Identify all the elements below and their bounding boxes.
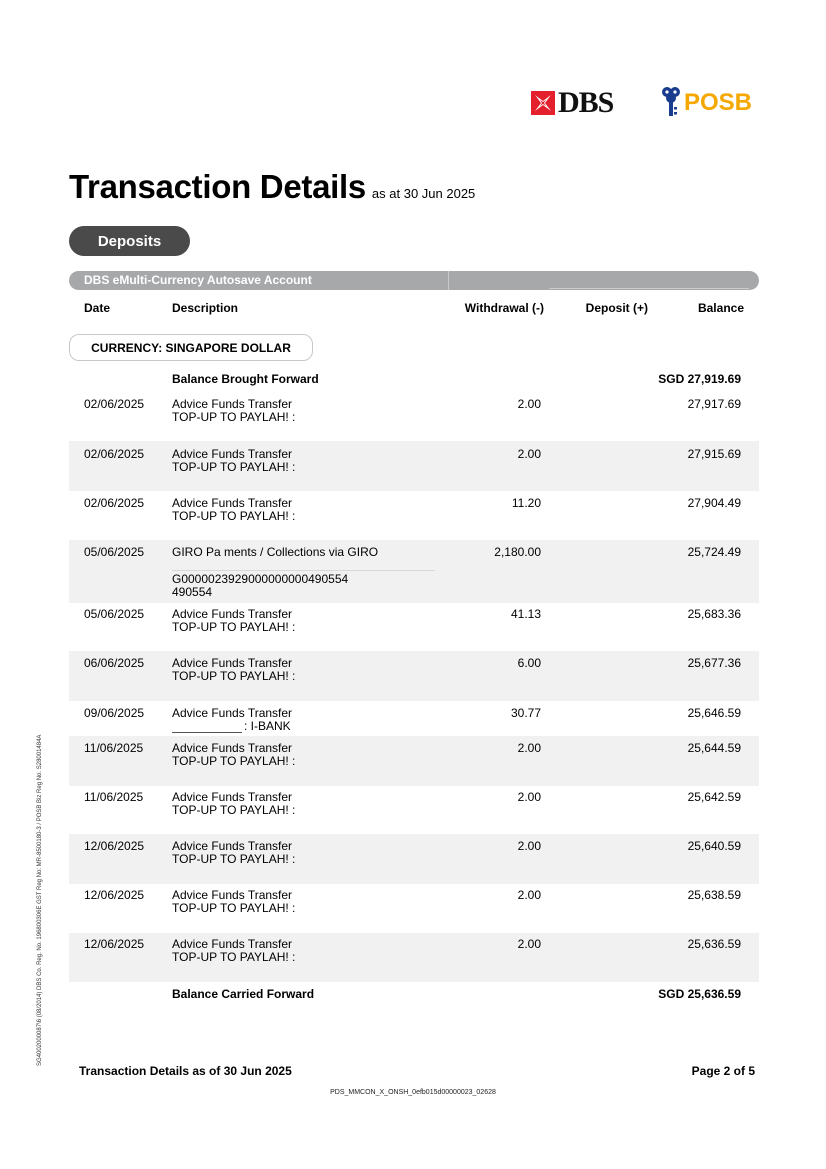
- txn-desc: GIRO Pa ments / Collections via GIRO: [172, 545, 379, 559]
- as-at-date: as at 30 Jun 2025: [371, 186, 476, 201]
- txn-desc-detail: TOP-UP TO PAYLAH! :: [172, 852, 296, 866]
- txn-withdrawal: 2.00: [517, 839, 541, 853]
- balance-carried-forward-row: [69, 982, 759, 1004]
- table-row: [69, 491, 759, 540]
- page-number: Page 2 of 5: [691, 1064, 755, 1078]
- description-divider: [172, 570, 435, 571]
- table-row: [69, 933, 759, 982]
- page-title: [69, 168, 475, 206]
- table-row: [69, 540, 759, 603]
- txn-balance: 25,677.36: [687, 656, 741, 670]
- section-pill-deposits: Deposits: [69, 226, 190, 256]
- txn-desc-detail: TOP-UP TO PAYLAH! :: [172, 754, 296, 768]
- table-row: [69, 884, 759, 933]
- bbf-amount: SGD 27,919.69: [658, 372, 741, 386]
- table-row: [69, 736, 759, 786]
- txn-withdrawal: 6.00: [517, 656, 541, 670]
- txn-withdrawal: 2.00: [517, 937, 541, 951]
- bar-underline: [549, 288, 749, 289]
- txn-desc-detail: TOP-UP TO PAYLAH! :: [172, 620, 296, 634]
- txn-balance: 25,646.59: [687, 706, 741, 720]
- posb-key-icon: [660, 84, 682, 123]
- posb-logo: [660, 86, 752, 120]
- account-header-bar: [69, 271, 759, 290]
- txn-desc: Advice Funds Transfer: [172, 397, 293, 411]
- txn-desc: Advice Funds Transfer: [172, 937, 293, 951]
- footer-title: Transaction Details as of 30 Jun 2025: [79, 1064, 292, 1078]
- txn-balance: 25,724.49: [687, 545, 741, 559]
- title-text: Transaction Details: [69, 168, 366, 205]
- regulatory-side-text: SG4002000087\6 (08/2014) DBS Co. Reg. No. 196800306E GST Reg No: MR-8500180-3 / POSB Biz Reg No. S28001484A: [37, 734, 43, 1066]
- table-row: [69, 603, 759, 651]
- txn-withdrawal: 2.00: [517, 888, 541, 902]
- txn-withdrawal: 11.20: [511, 496, 541, 510]
- txn-balance: 25,683.36: [687, 607, 741, 621]
- redacted-name-line: [172, 722, 242, 733]
- txn-date: 12/06/2025: [84, 839, 145, 853]
- txn-balance: 27,904.49: [687, 496, 741, 510]
- txn-withdrawal: 41.13: [510, 607, 541, 621]
- txn-desc-reference-2: 490554: [172, 585, 213, 599]
- table-row: [69, 651, 759, 701]
- bbf-label: Balance Brought Forward: [172, 372, 319, 386]
- txn-desc-detail: TOP-UP TO PAYLAH! :: [172, 509, 296, 523]
- txn-desc: Advice Funds Transfer: [172, 888, 293, 902]
- txn-date: 02/06/2025: [84, 447, 145, 461]
- txn-desc-reference: G0000023929000000000490554: [172, 572, 349, 586]
- txn-date: 06/06/2025: [84, 656, 145, 670]
- currency-label: CURRENCY: SINGAPORE DOLLAR: [69, 334, 313, 361]
- bcf-amount: SGD 25,636.59: [658, 987, 741, 1001]
- txn-desc: Advice Funds Transfer: [172, 656, 293, 670]
- txn-withdrawal: 30.77: [510, 706, 541, 720]
- balance-brought-forward-row: [69, 373, 759, 392]
- txn-withdrawal: 2.00: [517, 741, 541, 755]
- dbs-logo: [531, 88, 613, 118]
- dbs-wordmark: DBS: [558, 86, 614, 119]
- txn-balance: 25,642.59: [687, 790, 741, 804]
- bcf-label: Balance Carried Forward: [172, 987, 315, 1001]
- txn-desc: Advice Funds Transfer: [172, 447, 293, 461]
- txn-desc-detail: TOP-UP TO PAYLAH! :: [172, 803, 296, 817]
- txn-desc: Advice Funds Transfer: [172, 706, 293, 720]
- txn-desc-detail: TOP-UP TO PAYLAH! :: [172, 460, 296, 474]
- column-header-balance: Balance: [697, 301, 744, 315]
- txn-desc: Advice Funds Transfer: [172, 741, 293, 755]
- column-header-withdrawal: Withdrawal (-): [464, 301, 544, 315]
- txn-date: 02/06/2025: [84, 397, 145, 411]
- txn-balance: 27,917.69: [687, 397, 741, 411]
- txn-desc-detail-text: : I-BANK: [244, 719, 291, 733]
- txn-desc-detail: [172, 720, 291, 733]
- txn-desc-detail: TOP-UP TO PAYLAH! :: [172, 901, 296, 915]
- document-code: PDS_MMCON_X_ONSH_0efb015d00000023_02628: [330, 1089, 496, 1096]
- txn-date: 12/06/2025: [84, 937, 145, 951]
- account-name: DBS eMulti-Currency Autosave Account: [84, 273, 312, 287]
- txn-desc-detail: TOP-UP TO PAYLAH! :: [172, 669, 296, 683]
- posb-wordmark: POSB: [684, 89, 753, 116]
- txn-balance: 25,640.59: [687, 839, 741, 853]
- column-header-date: Date: [84, 301, 111, 315]
- table-row: [69, 834, 759, 884]
- txn-balance: 25,636.59: [687, 937, 741, 951]
- txn-date: 11/06/2025: [84, 741, 144, 755]
- txn-balance: 25,638.59: [687, 888, 741, 902]
- txn-desc: Advice Funds Transfer: [172, 496, 293, 510]
- txn-date: 11/06/2025: [84, 790, 144, 804]
- txn-desc: Advice Funds Transfer: [172, 607, 293, 621]
- txn-desc: Advice Funds Transfer: [172, 790, 293, 804]
- table-row: [69, 441, 759, 491]
- txn-balance: 27,915.69: [687, 447, 741, 461]
- column-header-description: Description: [172, 301, 239, 315]
- dbs-star-icon: [531, 91, 555, 115]
- bar-divider: [448, 271, 449, 290]
- txn-date: 09/06/2025: [84, 706, 145, 720]
- txn-date: 05/06/2025: [84, 545, 145, 559]
- table-row: [69, 392, 759, 441]
- txn-desc: Advice Funds Transfer: [172, 839, 293, 853]
- txn-withdrawal: 2.00: [517, 397, 541, 411]
- table-row: [69, 786, 759, 834]
- txn-withdrawal: 2,180.00: [494, 545, 541, 559]
- txn-date: 05/06/2025: [84, 607, 145, 621]
- txn-date: 12/06/2025: [84, 888, 145, 902]
- txn-withdrawal: 2.00: [517, 790, 541, 804]
- txn-date: 02/06/2025: [84, 496, 145, 510]
- txn-desc-detail: TOP-UP TO PAYLAH! :: [172, 950, 296, 964]
- txn-balance: 25,644.59: [687, 741, 741, 755]
- txn-desc-detail: TOP-UP TO PAYLAH! :: [172, 410, 296, 424]
- column-header-deposit: Deposit (+): [585, 301, 648, 315]
- txn-withdrawal: 2.00: [517, 447, 541, 461]
- table-row: [69, 701, 759, 736]
